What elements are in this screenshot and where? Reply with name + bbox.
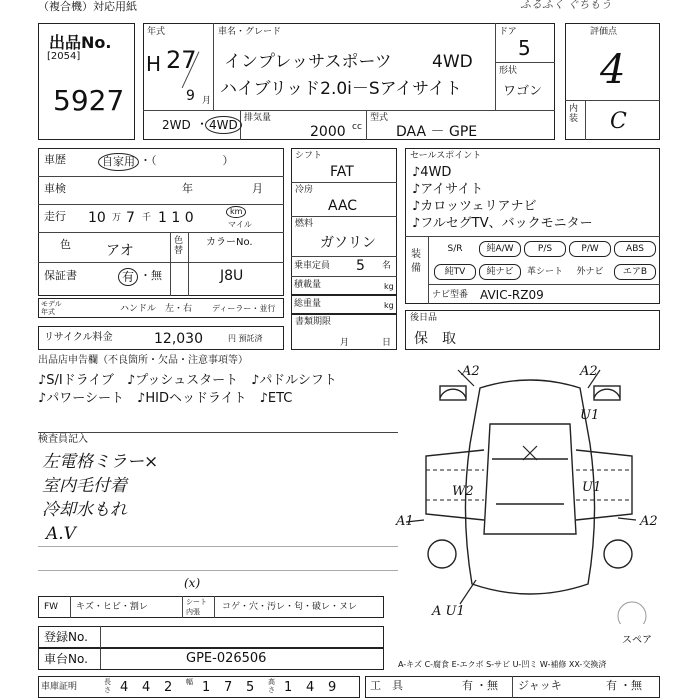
navi-value: AVIC-RZ09 [480,288,544,302]
dimension-digit: 5 [246,680,255,695]
chassis-value: GPE-026506 [186,651,267,666]
doors-value: 5 [518,36,531,60]
inspector-label: 検査員記入 [38,434,88,445]
year-month: 9 [186,88,195,104]
equipment-item: P/W [569,241,611,257]
jack-label: ジャッキ [518,679,562,692]
drive-2wd: 2WD [162,118,191,132]
recycle-value: 12,030 [154,331,203,347]
model-label: 車名・グレード [218,27,282,37]
damage-code: A U1 [432,604,465,619]
rear-label: 後日品 [410,313,438,323]
form-title: （複合機）対応用紙 [38,0,137,13]
navi-label: ナビ型番 [432,290,469,300]
lot-box [38,23,135,140]
jack-yes: 有 [606,679,617,692]
dimension-digit: 4 [120,680,129,695]
model-name: インプレッサスポーツ [224,52,392,72]
history-selected: 自家用 [98,153,139,171]
mileage-sen: 7 [126,210,135,226]
dims-label: 車庫証明 [41,682,78,692]
jack-no: ・無 [620,679,642,692]
damage-code: U1 [580,408,600,423]
dimension-digit: 4 [306,680,315,695]
car-body-outline [465,380,594,594]
damage-legend: A-キズ C-腐食 E-エクボ S-サビ U-凹ミ W-補修 XX-交換済 [398,660,607,669]
trim-label: 内張 [186,608,200,616]
warranty-yes: 有 [118,268,138,286]
ac-value: AAC [328,198,358,214]
fuel-label: 燃料 [295,219,314,229]
color-no-label: カラーNo. [206,237,253,248]
equipment-item: ABS [614,241,656,257]
inspection-label: 車検 [44,182,66,195]
doc-deadline-month: 月 [340,338,350,348]
rear-wheel-left [428,540,456,568]
load-label: 積載量 [294,280,322,290]
sales-label: セールスポイント [410,151,482,161]
chassis-label: 車台No. [44,652,88,666]
damage-code: A1 [396,514,414,529]
capacity-label: 乗車定員 [294,261,331,271]
doors-label: ドア [499,27,517,37]
exhibitor-line-2: ♪パワーシート ♪HIDヘッドライト ♪ETC [38,391,293,406]
handle-row: ハンドル 左・右 [120,304,193,314]
tools-no: ・無 [476,679,498,692]
capacity-value: 5 [356,258,365,274]
registration-row [38,626,384,648]
equipment-item: 革シート [526,267,563,277]
grade-value: 4 [600,47,626,93]
year-era: H [146,52,162,76]
sales-point: ♪アイサイト [412,182,484,197]
registration-label: 登録No. [44,630,88,644]
shape-label: 形状 [499,66,518,76]
damage-code: A2 [580,364,598,379]
model-drive: 4WD [432,52,473,72]
damage-code: U1 [582,480,602,495]
history-label: 車歴 [44,153,66,166]
dimension-label: 長さ [104,678,111,694]
type-value: DAA － GPE [396,124,478,140]
spare-label: スペア [622,635,652,646]
warranty-label: 保証書 [44,269,77,282]
year-label: 年式 [147,27,166,37]
displacement-unit: cc [352,122,362,132]
dimension-digit: 1 [202,680,211,695]
dimension-digit: 1 [284,680,293,695]
glass-items: キズ・ヒビ・割レ [76,602,148,612]
type-label: 型式 [370,113,389,123]
shift-value: FAT [330,164,354,180]
dimension-label: 幅 [186,678,193,686]
equipment-item: 純A/W [479,241,521,257]
model-grade: ハイブリッド2.0i－Sアイサイト [220,79,462,99]
mileage-unit-km: km [226,206,246,218]
dimension-label: 高さ [268,678,275,694]
damage-code: W2 [452,484,474,499]
sales-point: ♪4WD [412,165,452,180]
shape-value: ワゴン [503,84,543,99]
car-damage-diagram [400,364,660,624]
mileage-label: 走行 [44,210,66,223]
recycle-unit: 円 預託済 [228,334,263,343]
inspector-note: 左電格ミラー× [42,452,159,472]
front-wheel-left [440,389,466,398]
warranty-no: ・無 [140,269,162,282]
car-roof [484,424,576,534]
doc-deadline-label: 書類期限 [295,317,332,327]
interior-mark: (x) [184,576,201,590]
doc-deadline-day: 日 [382,338,392,348]
interior-value: C [610,109,627,134]
inspector-note: A.V [46,524,76,544]
inspector-note: 冷却水もれ [42,500,127,520]
exhibitor-line-1: ♪S/Iドライブ ♪プッシュスタート ♪パドルシフト [38,373,337,388]
rear-value: 保 取 [414,331,456,347]
corner-note: ふるふく ぐちもう [520,0,612,11]
seat-conditions: コゲ・穴・汚レ・匂・破レ・ヌレ [222,602,358,612]
tools-yes: 有 [462,679,473,692]
lot-sub: [2054] [47,51,81,62]
displacement-label: 排気量 [244,113,272,123]
equipment-label: 装備 [411,249,421,274]
lot-number: 5927 [53,84,125,117]
fuel-value: ガソリン [320,235,376,251]
gross-label: 総重量 [294,299,322,309]
exhibitor-label: 出品店申告欄（不良箇所・欠品・注意事項等） [38,355,248,366]
year-value: 27 [166,46,197,74]
mileage-man-unit: 万 [112,213,122,223]
color-change-label: 色替 [174,236,184,256]
inspector-note: 室内毛付着 [42,476,127,496]
equipment-item: P/S [524,241,566,257]
lot-label: 出品No. [49,33,112,52]
shift-label: シフト [295,151,323,161]
color-value: アオ [106,243,134,259]
mileage-rest: 1 1 0 [158,210,194,226]
interior-label: 内装 [569,104,579,124]
seat-label: シート [186,598,207,606]
load-unit: kg [384,282,394,291]
dealer-row: ディーラー・並行 [212,304,276,313]
mileage-sen-unit: 千 [142,213,152,223]
color-label: 色 [60,238,71,251]
dimension-digit: 7 [224,680,233,695]
year-month-unit: 月 [202,96,212,106]
inspection-year: 年 [182,182,193,195]
damage-code: A2 [462,364,480,379]
inspection-month: 月 [252,182,263,195]
mileage-man: 10 [88,210,106,226]
tools-label: 工 具 [370,679,403,692]
equipment-item: 純TV [434,264,476,280]
ac-label: 冷房 [295,185,314,195]
capacity-unit: 名 [382,261,392,271]
grade-label: 評価点 [590,27,618,37]
sales-point: ♪カロッツェリアナビ [412,199,537,214]
equipment-item: 外ナビ [576,267,604,277]
sales-point: ♪フルセグTV、バックモニター [412,216,593,231]
equipment-item: エアB [614,264,656,280]
model-row-label: モデル年式 [41,300,62,316]
recycle-label: リサイクル料金 [44,332,113,343]
gross-unit: kg [384,301,394,310]
dimension-digit: 2 [164,680,173,695]
damage-code: A2 [640,514,658,529]
dimension-digit: 9 [328,680,337,695]
mileage-unit-mile: マイル [228,220,252,229]
displacement-value: 2000 [310,124,346,140]
drive-4wd-selected: 4WD [205,116,242,134]
fw-label: FW [44,602,59,612]
history-rest: ・（ ） [140,154,234,167]
dimension-digit: 4 [142,680,151,695]
equipment-item: S/R [447,244,463,254]
color-no: J8U [220,268,244,284]
equipment-item: 純ナビ [479,264,521,280]
